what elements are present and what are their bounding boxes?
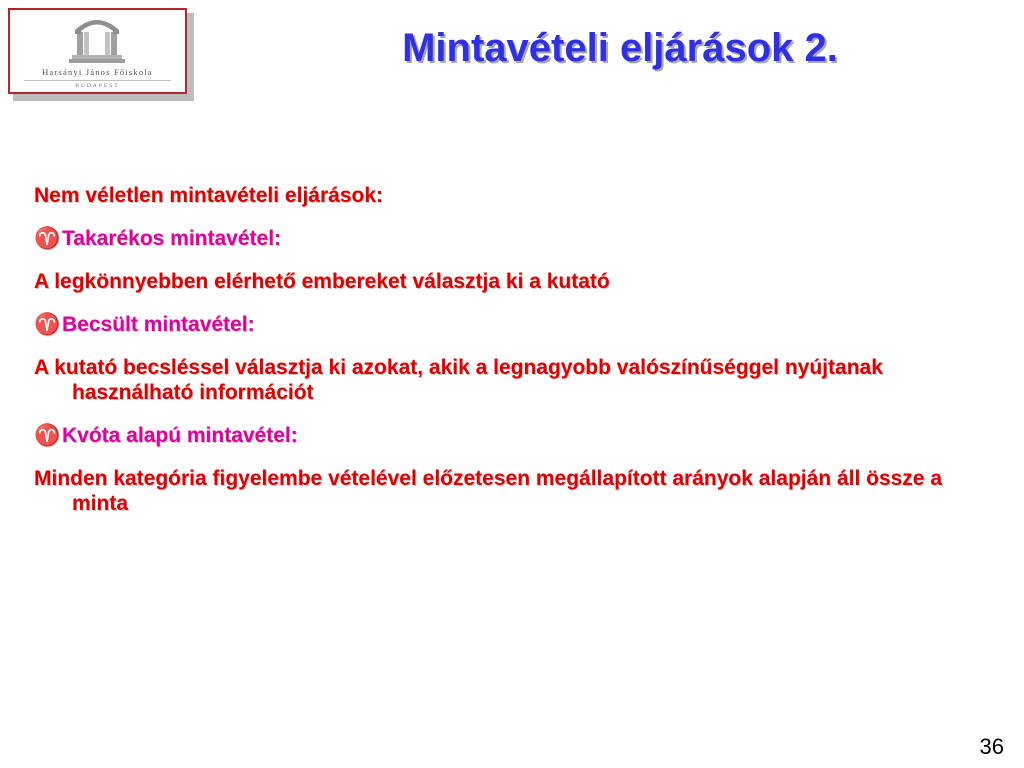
page-number: 36 — [979, 734, 1004, 759]
logo-institution-name: Harsányi János Főiskola — [42, 67, 153, 77]
bullet-description: Minden kategória figyelembe vételével előzetesen megállapított arányok alapján áll össze a minta — [34, 467, 943, 515]
aries-bullet-icon: ♈ — [34, 313, 61, 336]
bullet-label: Takarékos mintavétel: — [62, 227, 282, 250]
bullet-item — [34, 423, 994, 448]
section-heading: Nem véletlen mintavételi eljárások: — [34, 184, 383, 207]
arch-columns-icon — [67, 16, 127, 64]
bullet-description: A legkönnyebben elérhető embereket választja ki a kutató — [34, 270, 610, 293]
bullet-item — [34, 226, 994, 251]
bullet-label: Kvóta alapú mintavétel: — [62, 424, 298, 447]
logo-divider — [24, 80, 171, 81]
aries-bullet-icon: ♈ — [34, 227, 61, 250]
slide-title: Mintavételi eljárások 2. — [402, 26, 838, 70]
logo-city: BUDAPEST — [75, 83, 120, 89]
institution-logo — [8, 8, 187, 94]
bullet-label: Becsült mintavétel: — [62, 313, 255, 336]
slide-content — [34, 183, 994, 534]
aries-bullet-icon: ♈ — [34, 424, 61, 447]
bullet-item — [34, 312, 994, 337]
bullet-description: A kutató becsléssel választja ki azokat, akik a legnagyobb valószínűséggel nyújtanak használható információt — [34, 356, 883, 404]
